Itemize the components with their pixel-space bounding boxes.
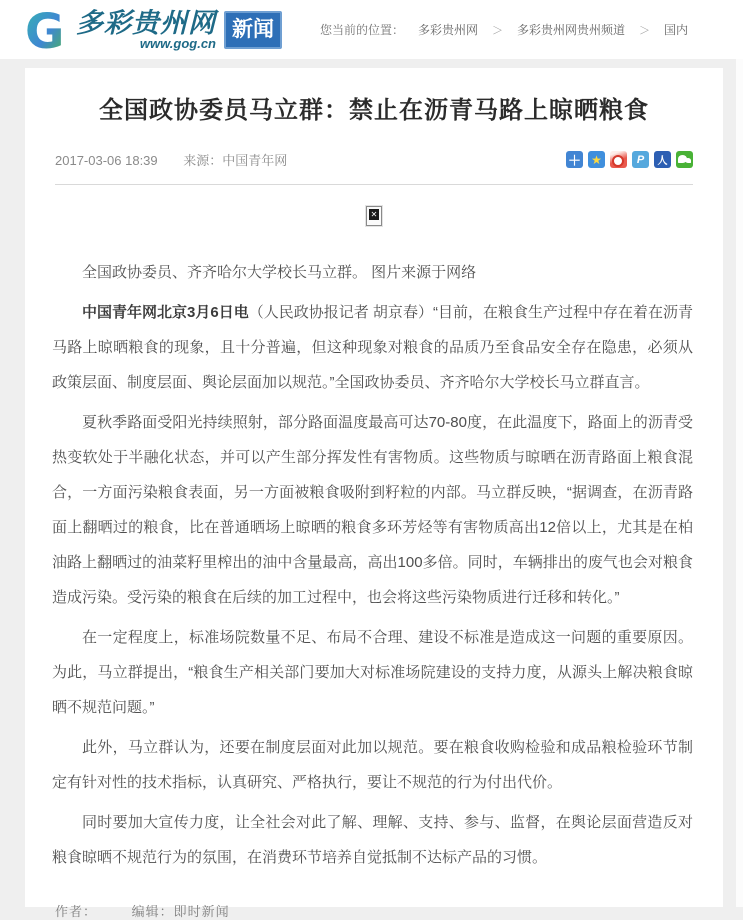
article-footer [55, 901, 693, 920]
chevron-right-icon: ＞ [639, 24, 651, 37]
paragraph-1-text: （人民政协报记者 胡京春）“目前，在粮食生产过程中存在着在沥青马路上晾晒粮食的现象，且十分普遍，但这种现象对粮食的品质乃至食品安全存在隐患，必须从政策层面、制度层面、舆论层面加以规范。”全国政协委员、齐齐哈尔大学校长马立群直言。 [52, 304, 694, 391]
site-header [0, 0, 743, 59]
site-name: 多彩贵州网 [76, 7, 216, 38]
wechat-icon[interactable] [676, 151, 693, 168]
breadcrumb-item-home[interactable]: 多彩贵州网 [418, 23, 479, 37]
breadcrumb [320, 21, 688, 38]
site-logo[interactable] [24, 3, 282, 60]
site-url: www.gog.cn [139, 35, 216, 51]
page-right-gutter [736, 59, 743, 907]
breadcrumb-label: 您当前的位置： [320, 23, 405, 37]
renren-icon[interactable]: 人 [654, 151, 671, 168]
share-bar [566, 151, 693, 168]
editor-name: 即时新闻 [173, 904, 230, 919]
meta-line [55, 150, 287, 169]
article-image-block [41, 206, 707, 231]
article-meta [55, 150, 693, 169]
friends-p-icon[interactable]: P [632, 151, 649, 168]
news-badge[interactable]: 新闻 [224, 11, 282, 49]
image-caption: 全国政协委员、齐齐哈尔大学校长马立群。 图片来源于网络 [82, 264, 477, 281]
article-card [25, 68, 723, 919]
paragraph-3: 在一定程度上，标准场院数量不足、布局不合理、建设不标准是造成这一问题的重要原因。为此，马立群提出，“粮食生产相关部门要加大对标准场院建设的支持力度，从源头上解决粮食晾晒不规范问题。” [52, 629, 693, 716]
paragraph-5: 同时要加大宣传力度，让全社会对此了解、理解、支持、参与、监督，在舆论层面营造反对粮食晾晒不规范行为的氛围，在消费环节培养自觉抵制不达标产品的习惯。 [52, 814, 693, 866]
logo-text [76, 9, 216, 51]
article-body [52, 255, 693, 875]
svg-text:G: G [25, 3, 65, 60]
page-title: 全国政协委员马立群：禁止在沥青马路上晾晒粮食 [99, 97, 649, 124]
breadcrumb-item-channel[interactable]: 多彩贵州网贵州频道 [517, 23, 626, 37]
sina-weibo-icon[interactable] [610, 151, 627, 168]
share-plus-icon[interactable]: ＋ [567, 153, 581, 168]
logo-g-icon [24, 3, 72, 60]
author-label: 作者： [55, 904, 98, 919]
source-name: 中国青年网 [222, 153, 288, 168]
broken-image-icon [366, 206, 382, 226]
broken-image-x-icon: ✕ [370, 210, 378, 219]
editor-label: 编辑： [131, 904, 174, 919]
publish-datetime: 2017-03-06 18:39 [55, 153, 158, 168]
chevron-right-icon: ＞ [492, 24, 504, 37]
paragraph-1-lead: 中国青年网北京3月6日电 [82, 304, 249, 321]
source-label: 来源： [183, 153, 223, 168]
paragraph-1 [52, 295, 693, 400]
breadcrumb-item-domestic[interactable]: 国内 [664, 23, 689, 37]
qzone-icon[interactable]: ★ [588, 151, 605, 168]
meta-divider [55, 184, 693, 185]
paragraph-2: 夏秋季路面受阳光持续照射，部分路面温度最高可达70-80度，在此温度下，路面上的沥青受热变软处于半融化状态，并可以产生部分挥发性有害物质。这些物质与晾晒在沥青路面上粮食混合，一方面污染粮食表面，另一方面被粮食吸附到籽粒的内部。马立群反映，“据调查，在沥青路面上翻晒过的粮食，比在普通晒场上晾晒的粮食多环芳烃等有害物质高出12倍以上，尤其是在柏油路上翻晒过的油菜籽里榨出的油中含量最高，高出100多倍。同时，车辆排出的废气也会对粮食造成污染。受污染的粮食在后续的加工过程中，也会将这些污染物质进行迁移和转化。” [52, 414, 693, 606]
paragraph-4: 此外，马立群认为，还要在制度层面对此加以规范。要在粮食收购检验和成品粮检验环节制定有针对性的技术指标，认真研究、严格执行，要让不规范的行为付出代价。 [52, 739, 693, 791]
